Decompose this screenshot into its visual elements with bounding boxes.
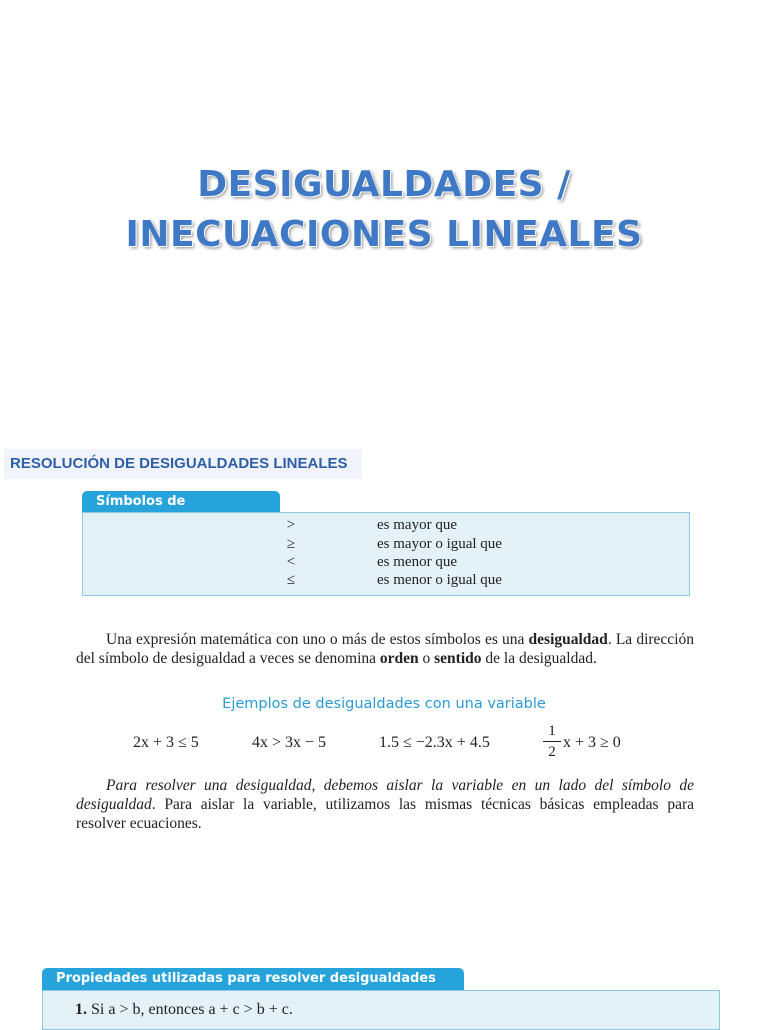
example-inequality: 2x + 3 ≤ 5 <box>133 734 199 751</box>
symbol-meaning: es menor que <box>377 554 457 570</box>
symbol-meaning: es mayor o igual que <box>377 536 502 552</box>
example-inequality: 4x > 3x − 5 <box>252 734 327 751</box>
symbol-row <box>83 572 689 591</box>
example-inequality: 1.5 ≤ −2.3x + 4.5 <box>379 734 490 751</box>
text: Una expresión matemática con uno o más de estos símbolos es una <box>106 631 529 648</box>
examples-title: Ejemplos de desigualdades con una variable <box>222 696 546 712</box>
slide-title <box>0 160 768 260</box>
paragraph-resolution <box>76 776 694 833</box>
text: o <box>418 650 435 667</box>
term-sentido: sentido <box>434 650 482 667</box>
example-fraction <box>543 722 561 761</box>
symbol: ≤ <box>286 572 296 588</box>
symbols-box <box>82 512 690 596</box>
paragraph-definition <box>76 630 694 668</box>
symbols-box-label: Símbolos de <box>82 491 280 535</box>
symbol: > <box>286 517 296 533</box>
property-item <box>75 1001 293 1019</box>
symbol: < <box>286 554 296 570</box>
property-number: 1. <box>75 1001 87 1018</box>
symbol-meaning: es mayor que <box>377 517 457 533</box>
text: . Para aislar la variable, utilizamos las mismas técnicas básicas empleadas para resolver ecuaciones. <box>76 796 694 832</box>
example-inequality-rest: x + 3 ≥ 0 <box>563 734 621 751</box>
symbol: ≥ <box>286 536 296 552</box>
properties-box <box>42 990 720 1030</box>
text: de la desigualdad. <box>481 650 597 667</box>
examples-row <box>0 722 768 768</box>
section-heading: RESOLUCIÓN DE DESIGUALDADES LINEALES <box>4 449 362 479</box>
properties-box-label: Propiedades utilizadas para resolver desigualdades <box>42 968 464 990</box>
symbol-row <box>83 517 689 536</box>
term-desigualdad: desigualdad <box>528 631 608 648</box>
symbol-row <box>83 554 689 573</box>
text: . La dirección del símbolo de desigualdad a veces se denomina <box>76 631 694 667</box>
symbol-meaning: es menor o igual que <box>377 572 502 588</box>
italic-text: Para resolver una desigualdad, debemos aislar la variable en un lado del símbolo de desigualdad <box>76 777 694 813</box>
title-line-2: INECUACIONES LINEALES <box>125 214 643 255</box>
symbol-row <box>83 536 689 555</box>
term-orden: orden <box>379 650 419 667</box>
fraction-numerator: 1 <box>548 723 556 739</box>
property-text: Si a > b, entonces a + c > b + c. <box>87 1001 293 1018</box>
fraction-denominator: 2 <box>548 744 556 760</box>
title-line-1: DESIGUALDADES / <box>197 164 571 205</box>
